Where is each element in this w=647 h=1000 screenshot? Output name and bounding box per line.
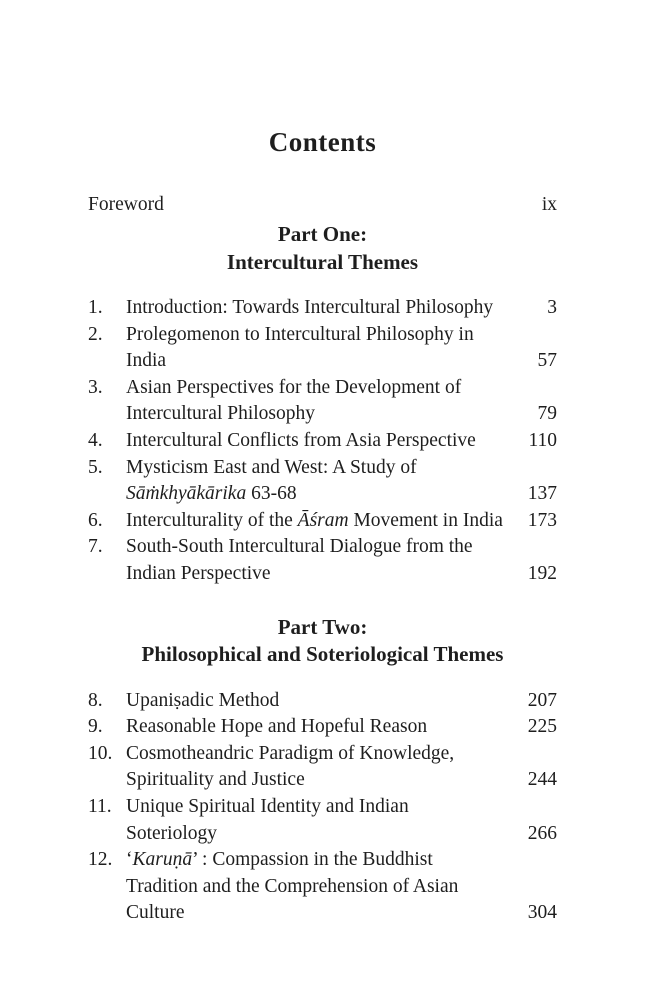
title-text-italic: Āśram [297, 509, 349, 531]
title-text: Upaniṣadic Method [126, 689, 280, 711]
title-text: ‘ [126, 849, 133, 871]
entry-page-number: 304 [527, 902, 557, 924]
entry-number: 10. [88, 742, 113, 764]
entry-number: 2. [88, 323, 103, 345]
part-one-entries [88, 295, 557, 588]
part-one-heading [88, 221, 557, 276]
title-line [126, 900, 458, 927]
title-line [126, 847, 458, 874]
entry-number: 7. [88, 536, 103, 558]
title-line [126, 767, 454, 794]
title-line [126, 401, 461, 428]
entry-title [126, 847, 458, 927]
title-text: Intercultural Conflicts from Asia Perspective [126, 429, 476, 451]
title-text: Spirituality and Justice [126, 769, 305, 791]
title-text: Cosmotheandric Paradigm of Knowledge, [126, 742, 455, 764]
entry-page-number: 244 [527, 769, 557, 791]
title-text: Tradition and the Comprehension of Asian [126, 875, 459, 897]
part-two-heading [88, 614, 557, 669]
page-title: Contents [268, 127, 377, 157]
entry-title [126, 714, 427, 741]
title-text: Movement in India [348, 509, 503, 531]
title-text: Reasonable Hope and Hopeful Reason [126, 716, 428, 738]
title-line [126, 508, 503, 535]
title-line [126, 481, 417, 508]
title-line [126, 348, 474, 375]
title-text: Culture [126, 902, 185, 924]
part-two-entries [88, 688, 557, 927]
part-heading-line: Intercultural Themes [226, 249, 419, 274]
toc-entry-9 [88, 714, 557, 741]
foreword-label: Foreword [88, 194, 164, 215]
title-text: Interculturality of the [126, 509, 298, 531]
entry-number: 11. [88, 795, 112, 817]
title-text-italic: Karuṇā [132, 849, 193, 871]
entry-title [126, 741, 454, 794]
toc-entry-1 [88, 295, 557, 322]
entry-page-number: 266 [527, 822, 557, 844]
part-heading-line: Part Two: [277, 614, 368, 639]
toc-entry-5 [88, 455, 557, 508]
entry-number: 1. [88, 297, 103, 318]
entry-number: 5. [88, 456, 103, 478]
entry-number: 8. [88, 689, 103, 711]
title-line [126, 688, 279, 715]
entry-page-number: 3 [547, 297, 557, 318]
entry-page-number: 57 [537, 350, 557, 372]
title-line [126, 428, 476, 455]
title-text: South-South Intercultural Dialogue from the [126, 536, 473, 558]
title-line [126, 375, 461, 402]
part-heading-line: Philosophical and Soteriological Themes [141, 642, 504, 667]
title-line [126, 534, 473, 561]
title-line [126, 741, 454, 768]
toc-entry-11 [88, 794, 557, 847]
toc-entry-2 [88, 322, 557, 375]
title-text: Introduction: Towards Intercultural Philosophy [126, 297, 494, 318]
toc-entry-7 [88, 534, 557, 587]
entry-title [126, 375, 461, 428]
title-line [126, 322, 474, 349]
foreword-row [88, 192, 557, 218]
toc-entry-4 [88, 428, 557, 455]
title-line [126, 561, 473, 588]
title-text: Unique Spiritual Identity and Indian [126, 795, 409, 817]
entry-page-number: 225 [527, 716, 557, 738]
entry-title [126, 455, 417, 508]
part-two-section [88, 614, 557, 927]
title-text: Mysticism East and West: A Study of [126, 456, 417, 478]
title-text: 63-68 [246, 483, 297, 505]
toc-entry-12 [88, 847, 557, 927]
title-text: Intercultural Philosophy [126, 403, 316, 425]
entry-title [126, 322, 474, 375]
title-text: India [126, 350, 167, 372]
entry-page-number: 137 [527, 483, 557, 505]
part-one-section [88, 221, 557, 588]
entry-number: 6. [88, 509, 103, 531]
entry-number: 9. [88, 716, 103, 738]
toc-entry-8 [88, 688, 557, 715]
entry-page-number: 192 [527, 562, 557, 584]
title-text: Asian Perspectives for the Development of [126, 376, 462, 398]
title-text: Soteriology [126, 822, 217, 844]
title-line [126, 821, 409, 848]
entry-number: 12. [88, 849, 113, 871]
entry-title [126, 534, 473, 587]
title-text: ’ : Compassion in the Buddhist [192, 849, 433, 871]
part-heading-line: Part One: [277, 222, 368, 246]
entry-number: 3. [88, 376, 103, 398]
title-text-italic: Sāṁkhyākārika [126, 483, 247, 505]
entry-page-number: 79 [537, 403, 557, 425]
toc-entry-6 [88, 508, 557, 535]
title-line [126, 455, 417, 482]
title-text: Indian Perspective [126, 562, 271, 584]
entry-title [126, 295, 493, 322]
entry-title [126, 794, 409, 847]
toc-entry-3 [88, 375, 557, 428]
title-line [126, 874, 458, 901]
title-line [126, 794, 409, 821]
toc-entry-10 [88, 741, 557, 794]
title-text: Prolegomenon to Intercultural Philosophy in [126, 323, 474, 345]
title-line [126, 714, 427, 741]
entry-title [126, 688, 279, 715]
entry-page-number: 173 [527, 509, 557, 531]
foreword-page-number: ix [541, 194, 557, 215]
entry-page-number: 207 [527, 689, 557, 711]
entry-title [126, 508, 503, 535]
title-line [126, 295, 493, 322]
entry-page-number: 110 [528, 429, 557, 451]
entry-number: 4. [88, 429, 103, 451]
entry-title [126, 428, 476, 455]
